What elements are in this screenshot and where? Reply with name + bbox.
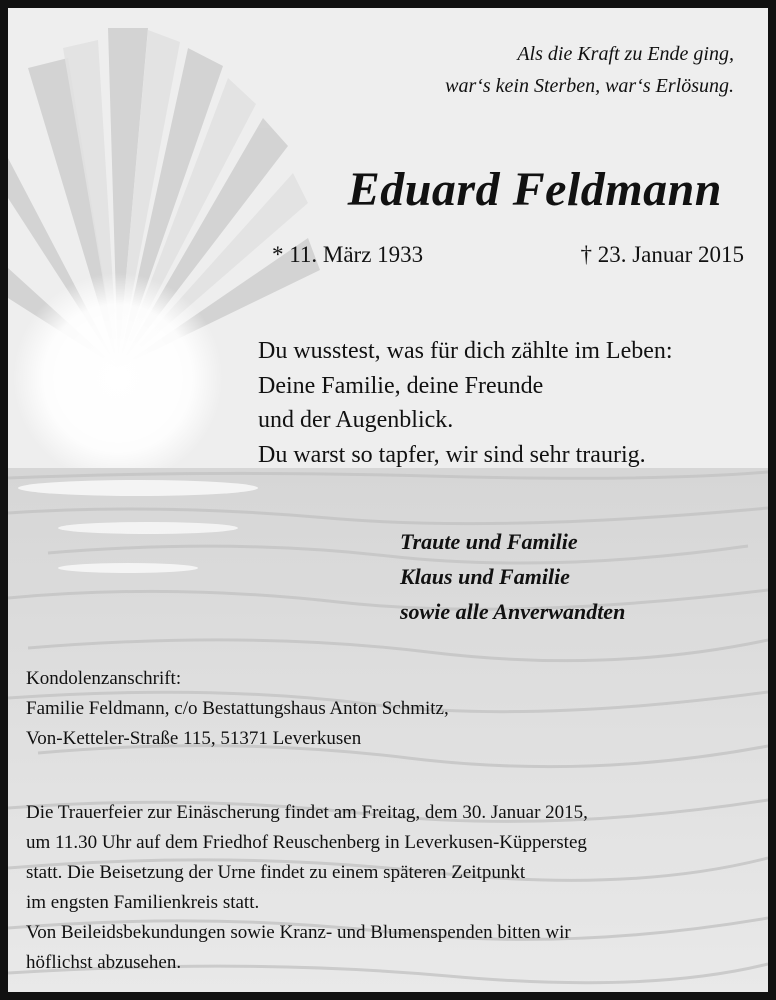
- motto-quote: [445, 38, 734, 102]
- verse-line: Deine Familie, deine Freunde: [258, 372, 544, 399]
- verse-line: Du warst so tapfer, wir sind sehr traurig.: [258, 441, 646, 468]
- condolence-line-2: Von-Ketteler-Straße 115, 51371 Leverkusen: [26, 728, 362, 749]
- condolence-label: Kondolenzanschrift:: [26, 668, 182, 689]
- ceremony-line: höflichst abzusehen.: [26, 952, 182, 973]
- verse-line: und der Augenblick.: [258, 407, 454, 433]
- memorial-verse: [258, 334, 673, 472]
- mourner-line: Traute und Familie: [400, 529, 578, 554]
- ceremony-line: Die Trauerfeier zur Einäscherung findet am Freitag, dem 30. Januar 2015,: [26, 802, 588, 823]
- birth-date: * 11. März 1933: [272, 242, 424, 267]
- motto-line-2: war‘s kein Sterben, war‘s Erlösung.: [445, 75, 734, 97]
- mourners-signature: [400, 524, 625, 629]
- verse-line: Du wusstest, was für dich zählte im Leben:: [258, 338, 673, 364]
- mourner-line: Klaus und Familie: [400, 564, 570, 589]
- death-date: † 23. Januar 2015: [580, 242, 744, 267]
- ceremony-line: im engsten Familienkreis statt.: [26, 892, 260, 913]
- ceremony-info: [26, 798, 588, 978]
- deceased-name: Eduard Feldmann: [347, 163, 722, 216]
- ceremony-line: statt. Die Beisetzung der Urne findet zu einem späteren Zeitpunkt: [26, 862, 526, 883]
- condolence-address: [26, 664, 449, 754]
- ceremony-line: um 11.30 Uhr auf dem Friedhof Reuschenberg in Leverkusen-Küppersteg: [26, 832, 587, 853]
- mourner-line: sowie alle Anverwandten: [400, 599, 626, 624]
- motto-line-1: Als die Kraft zu Ende ging,: [517, 43, 734, 65]
- condolence-line-1: Familie Feldmann, c/o Bestattungshaus Anton Schmitz,: [26, 698, 449, 719]
- ceremony-line: Von Beileidsbekundungen sowie Kranz- und Blumenspenden bitten wir: [26, 922, 571, 943]
